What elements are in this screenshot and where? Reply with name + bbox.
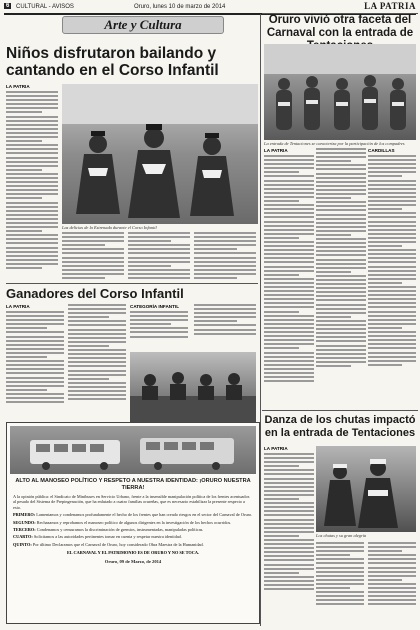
- masthead: LA PATRIA: [364, 1, 416, 11]
- notice-body: [13, 494, 253, 564]
- section-divider: [262, 410, 418, 411]
- corso-infantil-photo: [62, 84, 258, 224]
- section-label: CULTURAL - AVISOS: [16, 4, 74, 10]
- notice-signature: Oruro, 09 de Marzo, de 2014: [104, 558, 162, 564]
- chutas-photo: [316, 446, 416, 532]
- winners-subhead-category: CATEGORÍA INFANTIL: [130, 304, 179, 309]
- chutas-text-column-1: [264, 446, 314, 624]
- notice-slogan: EL CARNAVAL Y EL PATRIMONIO ES DE ORURO Y NO SE TOCA.: [66, 550, 200, 556]
- notice-point-label: PRIMERO:: [13, 512, 36, 518]
- notice-point-label: TERCERO:: [13, 527, 36, 533]
- right-text-column-3: [368, 148, 416, 408]
- notice-image: [10, 426, 256, 474]
- lead-kicker: LA PATRIA: [6, 84, 30, 89]
- notice-intro: A la opinión pública: el Sindicato de Minibuses en Servicio Urbano, frente a la insensible manipulación política de los frentes acentuados al pesado del Sistema de Prepingenación, que ha enlutado a cuatro familias orureñas, que es necesario estabilizar la presente respecto a esto.: [13, 494, 250, 510]
- notice-point-label: QUINTO:: [13, 541, 32, 547]
- notice-point-text: Lamentamos y condenamos profundamente el hecho de los frentes que han creado riesgos en el sector del Carnaval de Oruro.: [36, 512, 253, 518]
- winners-text-column-1: [6, 304, 64, 416]
- lead-headline: Niños disfrutaron bailando y cantando en el Corso Infantil: [6, 45, 219, 79]
- carnaval-photo: [264, 44, 416, 140]
- section-divider: [6, 283, 258, 284]
- chutas-headline: Danza de los chutas impactó en la entrada de Tentaciones: [264, 414, 416, 439]
- winners-kicker: LA PATRIA: [6, 304, 30, 309]
- issue-date: Oruro, lunes 10 de marzo de 2014: [134, 4, 226, 10]
- notice-point: [13, 542, 253, 547]
- right-text-column-2: [316, 148, 366, 408]
- notice-point: [13, 534, 253, 539]
- chutas-kicker: LA PATRIA: [264, 446, 288, 451]
- chutas-text-column-3: [368, 542, 416, 626]
- dancers-illustration: [264, 44, 416, 140]
- winners-headline: Ganadores del Corso Infantil: [6, 286, 184, 301]
- page-number: 6: [6, 3, 10, 9]
- lead-text-column-1: [6, 84, 58, 280]
- notice-point-text: Solicitamos a las autoridades pertinentes tomar en cuenta y respetar nuestra identidad.: [33, 534, 182, 540]
- bus-illustration: [10, 426, 254, 474]
- notice-point-text: Rechazamos y reprobamos el manoseo político de algunos dirigentes en la investigación de los hechos ocurridos.: [36, 519, 232, 525]
- chutas-text-column-2: [316, 542, 364, 626]
- notice-point-text: Condenamos y censuramos la discriminación de gremios, instrumentadas, manipuladas políticas.: [36, 527, 204, 533]
- right-headline: Oruro vivió otra faceta del Carnaval con la entrada de: [266, 14, 414, 39]
- lead-text-column-3: [128, 232, 190, 282]
- lead-text-column-4: [194, 232, 256, 282]
- winners-text-column-3: [130, 304, 188, 350]
- notice-point-label: CUARTO:: [13, 534, 33, 540]
- public-notice: [6, 422, 260, 624]
- chutas-caption: Los chutas y su gran alegría: [316, 533, 367, 538]
- jury-photo: [130, 352, 256, 422]
- divider: [262, 13, 418, 14]
- winners-text-column-2: [68, 304, 126, 416]
- notice-point: [13, 512, 253, 517]
- lead-caption: Las delicias de la Estrenada durante el Corso Infantil: [62, 225, 157, 230]
- right-text-column-1: [264, 148, 314, 408]
- notice-point: [13, 520, 253, 525]
- winners-text-column-4: [194, 304, 256, 350]
- jury-members-illustration: [130, 352, 256, 422]
- right-kicker: LA PATRIA: [264, 148, 288, 153]
- notice-point: [13, 527, 253, 532]
- notice-point-text: Por último Declaramos que el Carnaval de Oruro, hoy considerado Obra Maestra de la Humanidad.: [32, 541, 204, 547]
- notice-point-label: SEGUNDO:: [13, 519, 36, 525]
- column-divider: [260, 14, 261, 626]
- right-subhead: CARDILLAS: [368, 148, 395, 153]
- children-dancing-illustration: [62, 84, 258, 224]
- notice-title: ALTO AL MANOSEO POLÍTICO Y RESPETO A NUESTRA IDENTIDAD: ¡ORURO NUESTRA TIERRA!: [15, 478, 251, 491]
- lead-text-column-2: [62, 232, 124, 282]
- chutas-dancers-illustration: [316, 446, 416, 532]
- carnaval-caption: La entrada de Tentaciones se caracteriza por la participación de los compadres: [264, 141, 405, 146]
- section-banner: Arte y Cultura: [62, 16, 224, 34]
